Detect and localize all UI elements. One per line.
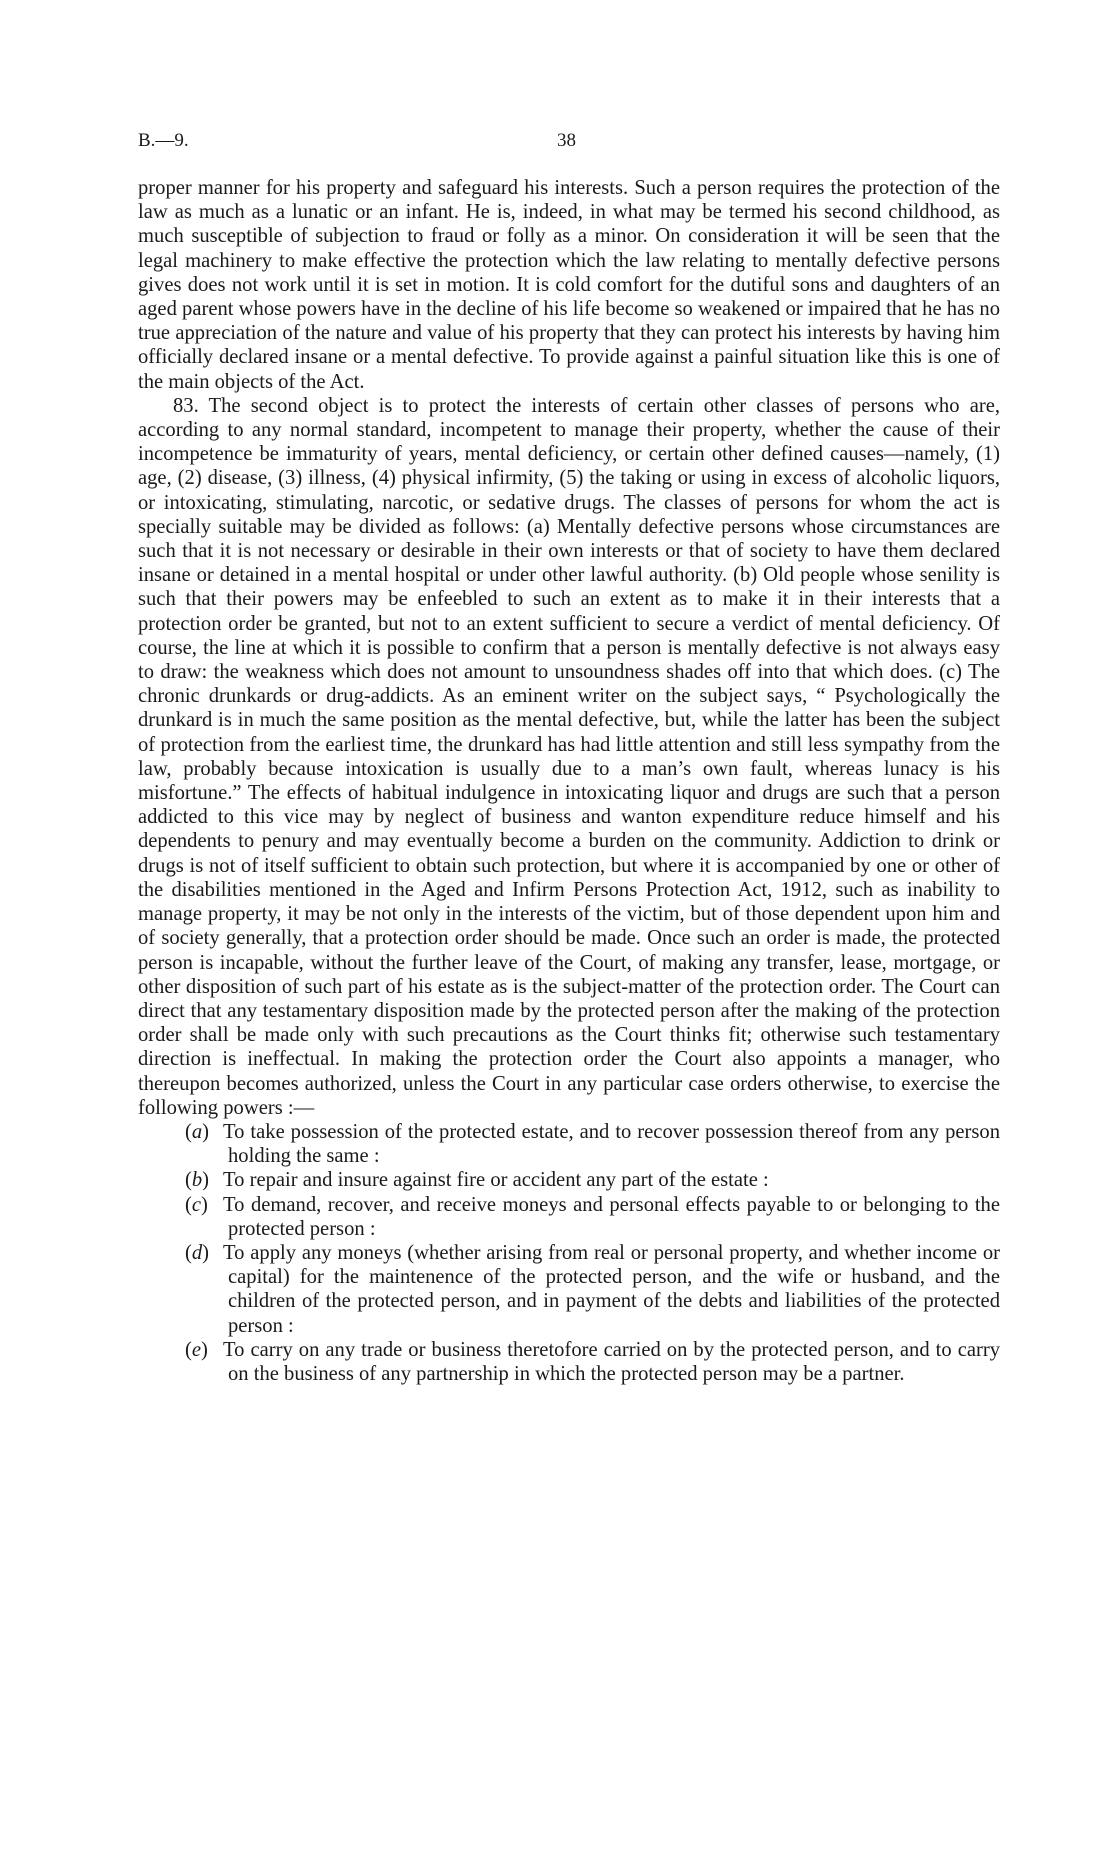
page-number: 38 (557, 130, 576, 151)
power-label: (d) (185, 1241, 210, 1264)
power-item (138, 1168, 1000, 1192)
power-text: To take possession of the protected estate, and to recover possession thereof from any person holding the same : (223, 1120, 1000, 1168)
power-label: (a) (185, 1120, 210, 1143)
power-text: To repair and insure against fire or accident any part of the estate : (223, 1169, 769, 1192)
power-text: To carry on any trade or business theretofore carried on by the protected person, and to carry on the business of any partnership in which the protected person may be a partner. (223, 1338, 1000, 1385)
power-text: To demand, recover, and receive moneys and personal effects payable to or belonging to the protected person : (223, 1193, 1000, 1240)
page-body (138, 176, 1000, 1386)
power-text: To apply any moneys (whether arising from real or personal property, and whether income or capital) for the maintenence of the protected person, and the wife or husband, and the children of the protected person, and in payment of the debts and liabilities of the protected person : (223, 1241, 1000, 1337)
power-label: (c) (185, 1193, 208, 1216)
document-reference: B.—9. (138, 130, 189, 151)
paragraph-continuation: proper manner for his property and safeguard his interests. Such a person requires the protection of the law as much as a lunatic or an infant. He is, indeed, in what may be termed his second childhood, as much susceptible of subjection to fraud or folly as a minor. On consideration it will be seen that the legal machinery to make effective the protection which the law relating to mentally defective persons gives does not work until it is set in motion. It is cold comfort for the dutiful sons and daughters of an aged parent whose powers have in the decline of his life become so weakened or impaired that he has no true appreciation of the nature and value of his property that they can protect his interests by having him officially declared insane or a mental defective. To provide against a painful situation like this is one of the main objects of the Act. (138, 177, 1000, 393)
manager-powers-list (138, 1120, 1000, 1386)
paragraph-83: 83. The second object is to protect the interests of certain other classes of persons who are, according to any normal standard, incompetent to manage their property, whether the cause of their incompetence be immaturity of years, mental deficiency, or certain other defined causes—namely, (1) age, (2) disease, (3) illness, (4) physical infirmity, (5) the taking or using in excess of alcoholic liquors, or intoxicating, stimulating, narcotic, or sedative drugs. The classes of persons for whom the act is specially suitable may be divided as follows: (a) Mentally defective persons whose circumstances are such that it is not necessary or desirable in their own interests or that of society to have them declared insane or detained in a mental hospital or under other lawful authority. (b) Old people whose senility is such that their powers may be enfeebled to such an extent as to make it in their interests that a protection order be granted, but not to an extent sufficient to secure a verdict of mental deficiency. Of course, the line at which it is possible to confirm that a person is mentally defective is not always easy to draw: the weakness which does not amount to unsoundness shades off into that which does. (c) The chronic drunkards or drug-addicts. As an eminent writer on the subject says, “ Psychologically the drunkard is in much the same position as the mental defective, but, while the latter has been the subject of protection from the earliest time, the drunkard has had little attention and still less sympathy from the law, probably because intoxication is usually due to a man’s own fault, whereas lunacy is his misfortune.” The effects of habitual indulgence in intoxicating liquor and drugs are such that a person addicted to this vice may by neglect of business and wanton expenditure reduce himself and his dependents to penury and may eventually become a burden on the community. Addiction to drink or drugs is not of itself sufficient to obtain such protection, but where it is accompanied by one or other of the disabilities mentioned in the Aged and Infirm Persons Protection Act, 1912, such as inability to manage property, it may be not only in the interests of the victim, but of those dependent upon him and of society generally, that a protection order should be made. Once such an order is made, the protected person is incapable, without the further leave of the Court, of making any transfer, lease, mortgage, or other disposition of such part of his estate as is the subject-matter of the protection order. The Court can direct that any testamentary disposition made by the protected person after the making of the protection order shall be made only with such precautions as the Court thinks fit; otherwise such testamentary direction is ineffectual. In making the protection order the Court also appoints a manager, who thereupon becomes authorized, unless the Court in any particular case orders otherwise, to exercise the following powers :— (138, 394, 1000, 1119)
power-item (138, 1338, 1000, 1386)
power-item (138, 1120, 1000, 1168)
page-header (138, 130, 838, 156)
power-label: (e) (185, 1338, 208, 1361)
power-item (138, 1193, 1000, 1241)
power-item (138, 1241, 1000, 1338)
power-label: (b) (185, 1169, 210, 1192)
